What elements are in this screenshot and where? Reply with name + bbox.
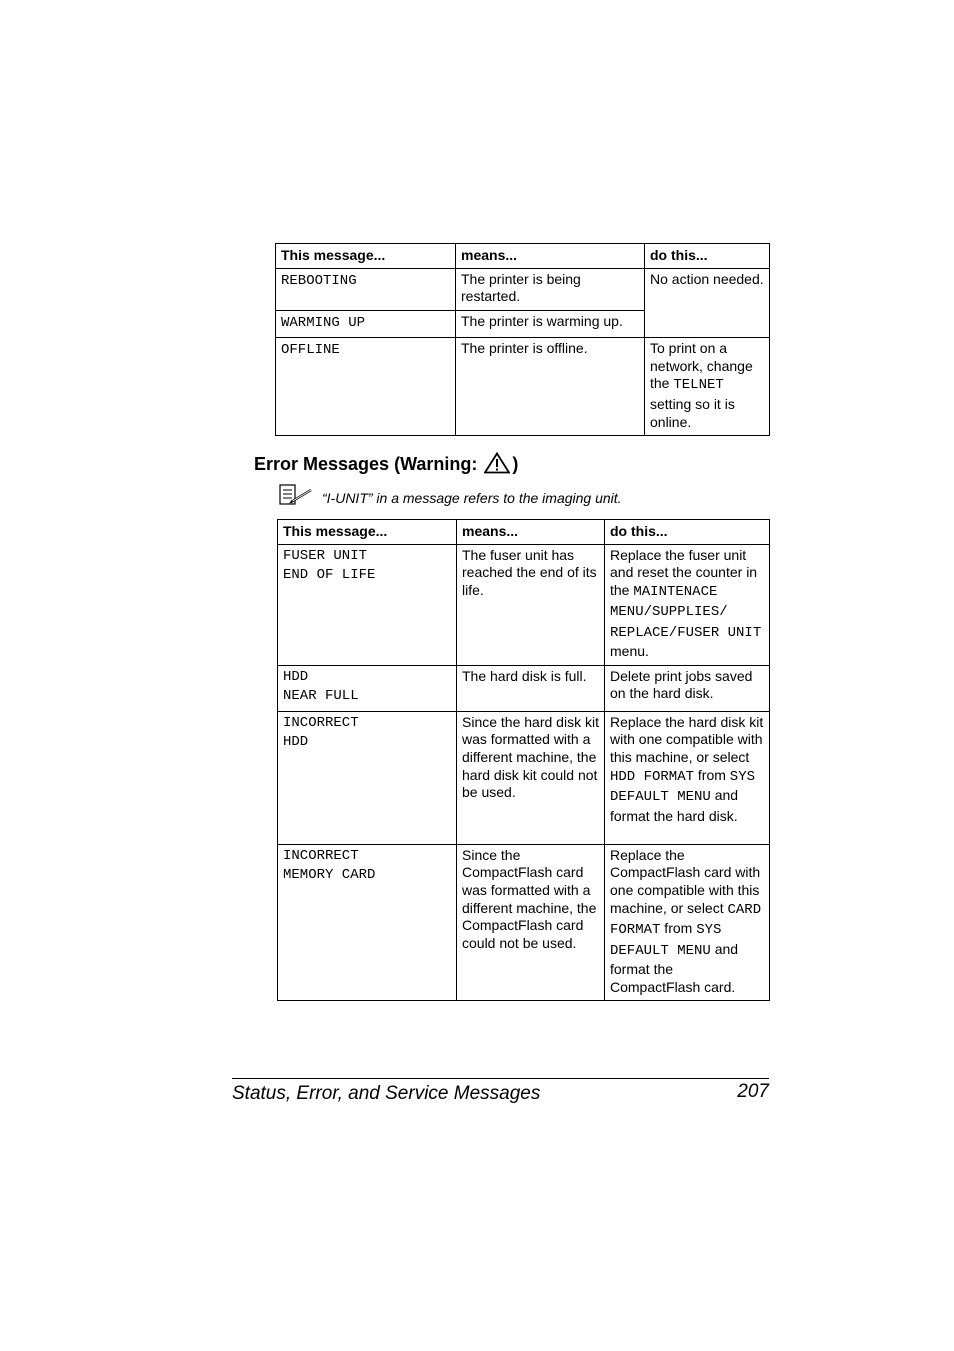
section-heading: Error Messages (Warning: ) [254, 452, 518, 479]
means-cell: Since the CompactFlash card was formatted with a different machine, the CompactFlash card could not be used. [457, 844, 605, 1000]
message-code-line: NEAR FULL [283, 688, 359, 705]
menu-item: CARD FORMAT [610, 901, 762, 939]
do-cell: Replace the CompactFlash card with one compatible with this machine, or select CARD FORMAT from SYS DEFAULT MENU and format the CompactFlash card. [605, 844, 770, 1000]
table-header-row [278, 520, 770, 545]
message-code-line: INCORRECT [283, 714, 359, 731]
table-header-row [276, 244, 770, 269]
do-cell: Delete print jobs saved on the hard disk. [605, 665, 770, 711]
header-message: This message... [276, 244, 456, 269]
message-code-line: HDD [283, 668, 309, 685]
do-cell: To print on a network, change the TELNET setting so it is online. [645, 338, 770, 436]
note-text: “I-UNIT” in a message refers to the imaging unit. [322, 490, 622, 506]
message-code-line: END OF LIFE [283, 567, 376, 584]
do-cell: Replace the fuser unit and reset the counter in the MAINTENACE MENU/SUPPLIES/ REPLACE/FUSER UNIT menu. [605, 544, 770, 665]
means-cell: The hard disk is full. [457, 665, 605, 711]
means-cell: Since the hard disk kit was formatted with a different machine, the hard disk kit could not be used. [457, 711, 605, 844]
header-do: do this... [605, 520, 770, 545]
menu-name: SYS DEFAULT MENU [610, 922, 722, 959]
header-message: This message... [278, 520, 457, 545]
note-pencil-icon [279, 484, 315, 511]
message-cell [276, 338, 456, 436]
status-messages-table [275, 243, 770, 436]
message-code-line: MEMORY CARD [283, 867, 376, 884]
table-row [278, 711, 770, 844]
table-row [278, 665, 770, 711]
menu-path: MAINTENACE MENU/SUPPLIES/ REPLACE/FUSER UNIT [610, 583, 762, 641]
do-cell: No action needed. [645, 268, 770, 338]
message-code: WARMING UP [281, 314, 366, 331]
message-code-line: INCORRECT [283, 847, 359, 864]
message-cell [278, 544, 457, 665]
message-code: REBOOTING [281, 272, 357, 289]
page-number: 207 [737, 1081, 769, 1102]
table-row [276, 268, 770, 310]
means-cell: The printer is being restarted. [456, 268, 645, 310]
footer-rule [232, 1078, 769, 1079]
means-cell: The printer is offline. [456, 338, 645, 436]
message-cell [278, 665, 457, 711]
footer-title: Status, Error, and Service Messages [232, 1083, 541, 1104]
header-do: do this... [645, 244, 770, 269]
table-row [278, 544, 770, 665]
message-code-line: HDD [283, 734, 309, 751]
message-cell [276, 310, 456, 338]
message-code: OFFLINE [281, 342, 340, 359]
header-means: means... [457, 520, 605, 545]
do-cell: Replace the hard disk kit with one compatible with this machine, or select HDD FORMAT from SYS DEFAULT MENU and format the hard disk. [605, 711, 770, 844]
menu-item: HDD FORMAT [610, 768, 695, 785]
message-cell [278, 711, 457, 844]
error-messages-table [277, 519, 770, 1001]
message-code-line: FUSER UNIT [283, 547, 368, 564]
table-row [276, 338, 770, 436]
table-row [278, 844, 770, 1000]
warning-triangle-icon [484, 452, 510, 479]
means-cell: The fuser unit has reached the end of its life. [457, 544, 605, 665]
setting-name: TELNET [673, 377, 724, 394]
header-means: means... [456, 244, 645, 269]
means-cell: The printer is warming up. [456, 310, 645, 338]
message-cell [278, 844, 457, 1000]
menu-name: SYS DEFAULT MENU [610, 768, 756, 806]
message-cell [276, 268, 456, 310]
